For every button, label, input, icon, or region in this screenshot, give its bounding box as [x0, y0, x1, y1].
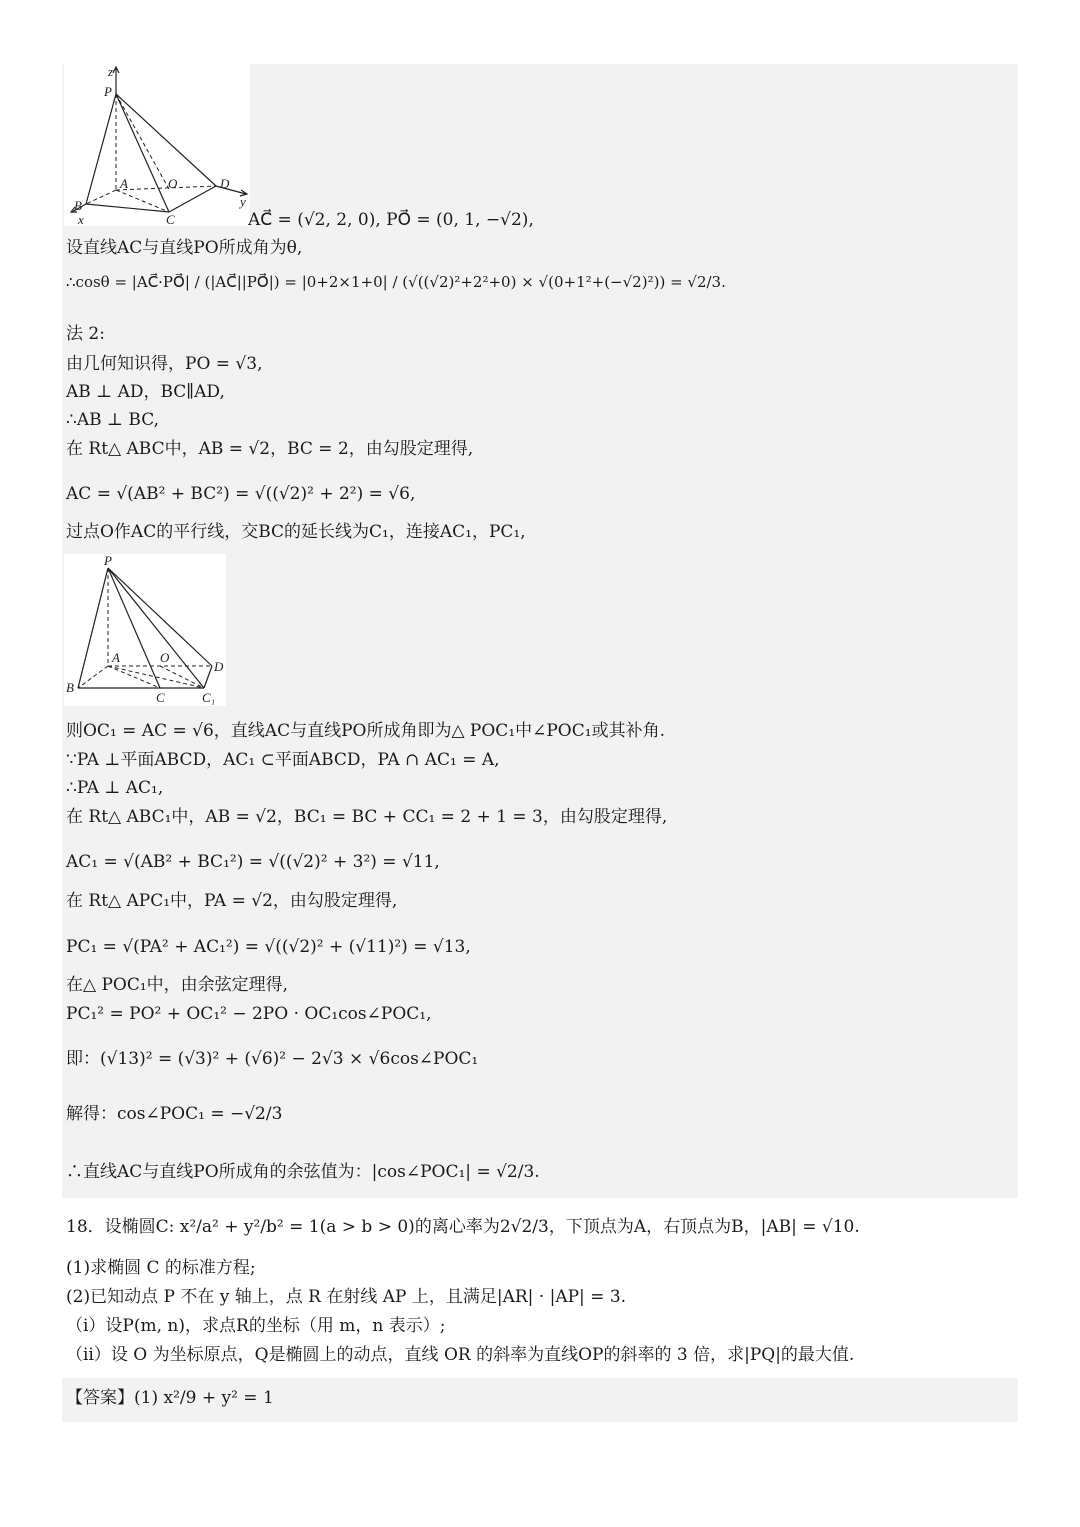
label-B: B: [74, 198, 82, 213]
m2-line: 在△ POC₁中，由余弦定理得,: [66, 975, 289, 995]
pyramid-figure-extended: [64, 554, 226, 706]
problem-18-q2ii: （ii）设 O 为坐标原点，Q是椭圆上的动点，直线 OR 的斜率为直线OP的斜率的 3 倍，求|PQ|的最大值.: [66, 1345, 855, 1365]
problem-18-q2: (2)已知动点 P 不在 y 轴上，点 R 在射线 AP 上，且满足|AR| · |AP| = 3.: [66, 1287, 627, 1307]
m2-line: 解得：cos∠POC₁ = −√2/3: [66, 1104, 283, 1124]
m2-line: 由几何知识得，PO = √3,: [66, 354, 263, 374]
m2-line: 即：(√13)² = (√3)² + (√6)² − 2√3 × √6cos∠POC₁: [66, 1049, 479, 1069]
m2-line: ∴PA ⊥ AC₁,: [66, 778, 164, 798]
m2-line: AC₁ = √(AB² + BC₁²) = √((√2)² + 3²) = √11,: [66, 852, 440, 872]
problem-18-statement: 18．设椭圆C: x²/a² + y²/b² = 1(a > b > 0)的离心率为2√2/3，下顶点为A，右顶点为B，|AB| = √10.: [66, 1217, 860, 1237]
m2-line: 则OC₁ = AC = √6，直线AC与直线PO所成角即为△ POC₁中∠POC₁或其补角.: [66, 721, 665, 741]
label-D: D: [220, 176, 230, 191]
label-C: C: [166, 212, 175, 226]
problem-18-q1: (1)求椭圆 C 的标准方程;: [66, 1258, 256, 1278]
answer-line: 【答案】(1) x²/9 + y² = 1: [66, 1388, 274, 1408]
angle-definition: 设直线AC与直线PO所成角为θ,: [66, 238, 303, 258]
label-A: A: [120, 176, 128, 191]
label-D: D: [214, 659, 224, 674]
label-C1: C₁: [202, 690, 216, 705]
m2-line: ∴直线AC与直线PO所成角的余弦值为：|cos∠POC₁| = √2/3.: [66, 1162, 540, 1182]
cosine-formula: ∴cosθ = |AC⃗·PO⃗| / (|AC⃗||PO⃗|) = |0+2×1+0| / (√((√2)²+2²+0) × √(0+1²+(−√2)²)) = √2/3.: [66, 273, 726, 291]
label-y: y: [240, 194, 246, 209]
m2-line: PC₁ = √(PA² + AC₁²) = √((√2)² + (√11)²) = √13,: [66, 937, 471, 957]
label-B: B: [66, 680, 74, 695]
m2-line: ∴AB ⊥ BC,: [66, 410, 159, 430]
m2-line: 过点O作AC的平行线，交BC的延长线为C₁，连接AC₁，PC₁,: [66, 522, 526, 542]
vectors-line: AC⃗ = (√2, 2, 0), PO⃗ = (0, 1, −√2),: [248, 210, 534, 230]
m2-line: 在 Rt△ APC₁中，PA = √2，由勾股定理得,: [66, 891, 398, 911]
label-O: O: [160, 650, 170, 665]
label-C: C: [156, 690, 165, 705]
m2-line: AC = √(AB² + BC²) = √((√2)² + 2²) = √6,: [66, 484, 416, 504]
m2-line: 在 Rt△ ABC中，AB = √2，BC = 2，由勾股定理得,: [66, 439, 474, 459]
label-P: P: [104, 554, 112, 568]
m2-line: PC₁² = PO² + OC₁² − 2PO · OC₁cos∠POC₁,: [66, 1004, 432, 1024]
label-O: O: [168, 176, 178, 191]
m2-line: ∵PA ⊥平面ABCD，AC₁ ⊂平面ABCD，PA ∩ AC₁ = A,: [66, 750, 500, 770]
label-P: P: [104, 84, 112, 99]
m2-line: AB ⊥ AD，BC∥AD,: [66, 382, 225, 402]
m2-line: 在 Rt△ ABC₁中，AB = √2，BC₁ = BC + CC₁ = 2 + 1 = 3，由勾股定理得,: [66, 807, 668, 827]
label-z: z: [108, 64, 114, 79]
method-2-title: 法 2:: [66, 324, 105, 344]
pyramid-figure-coordinates: [64, 64, 250, 226]
label-A: A: [112, 650, 120, 665]
label-x: x: [78, 212, 84, 226]
problem-18-q2i: （i）设P(m, n)，求点R的坐标（用 m，n 表示）;: [66, 1316, 446, 1336]
